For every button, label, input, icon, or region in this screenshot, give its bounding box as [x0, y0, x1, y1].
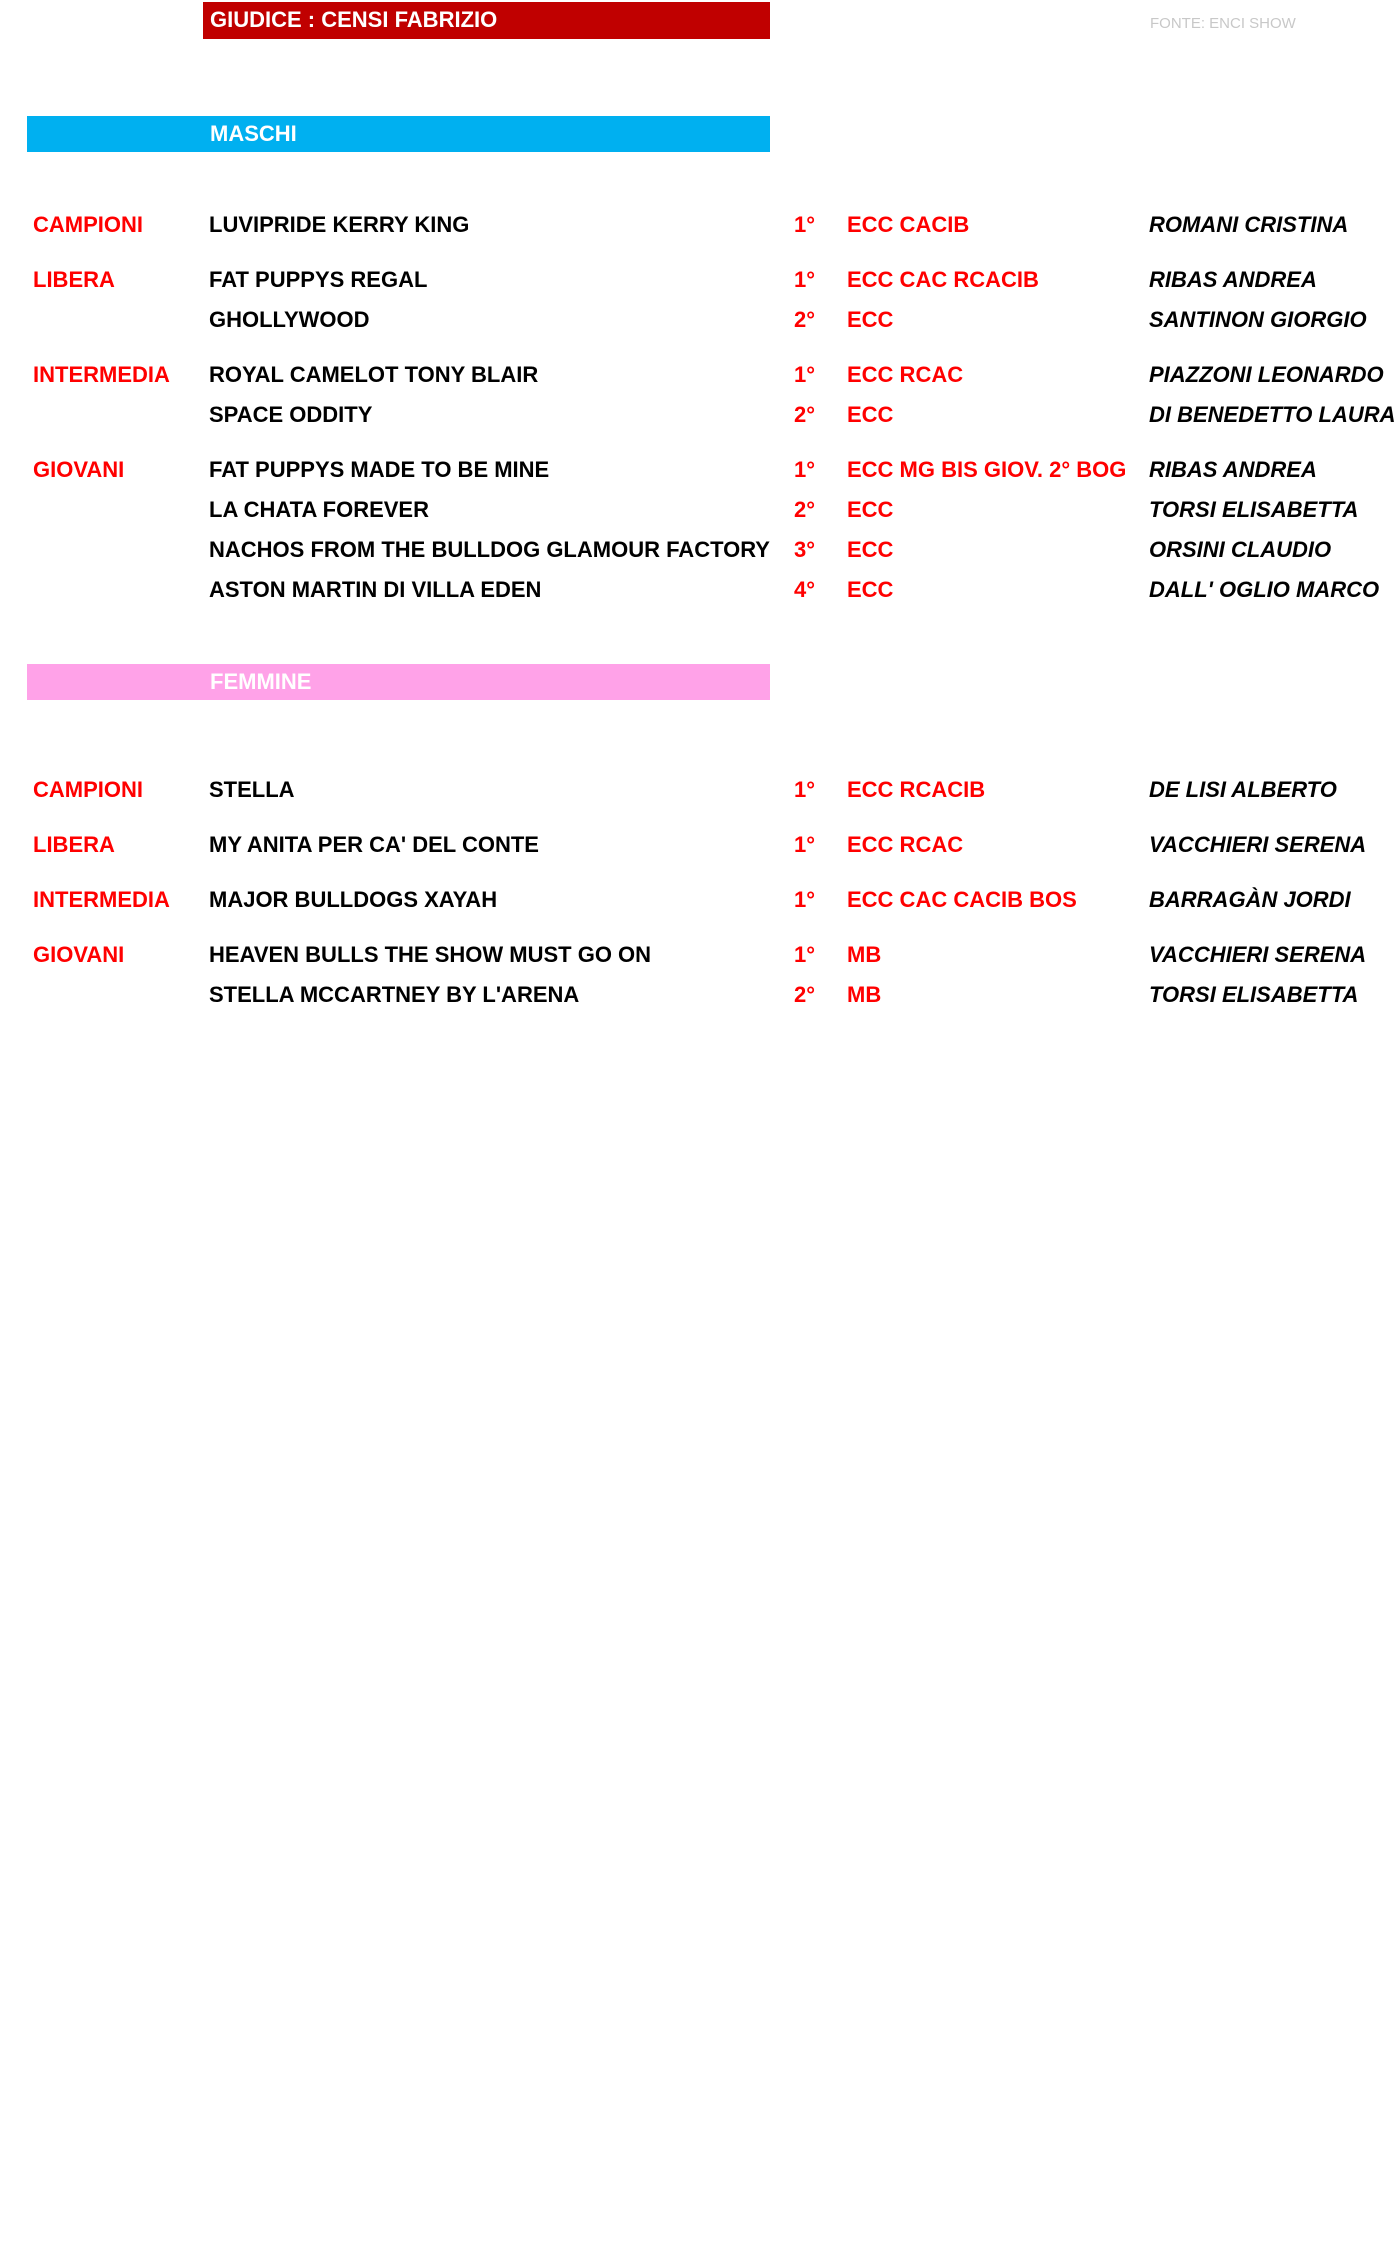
placement: 2°	[794, 307, 816, 332]
owner-name: SANTINON GIORGIO	[1149, 307, 1367, 332]
males-title: MASCHI	[210, 121, 297, 146]
award: ECC	[847, 307, 894, 332]
owner-name: RIBAS ANDREA	[1149, 267, 1317, 292]
award: ECC MG BIS GIOV. 2° BOG	[847, 457, 1127, 482]
owner-name: TORSI ELISABETTA	[1149, 982, 1359, 1007]
class-label: LIBERA	[33, 832, 115, 857]
placement: 1°	[794, 887, 816, 912]
award: MB	[847, 982, 882, 1007]
class-label: GIOVANI	[33, 457, 125, 482]
table-row	[0, 575, 1400, 605]
owner-name: PIAZZONI LEONARDO	[1149, 362, 1384, 387]
dog-name: ASTON MARTIN DI VILLA EDEN	[209, 577, 542, 602]
dog-name: MY ANITA PER CA' DEL CONTE	[209, 832, 539, 857]
dog-name: LUVIPRIDE KERRY KING	[209, 212, 470, 237]
placement: 2°	[794, 982, 816, 1007]
table-row	[0, 360, 1400, 390]
males-section-header	[27, 116, 770, 152]
placement: 2°	[794, 497, 816, 522]
award: ECC	[847, 577, 894, 602]
award: ECC CAC CACIB BOS	[847, 887, 1077, 912]
award: ECC RCAC	[847, 832, 964, 857]
placement: 1°	[794, 362, 816, 387]
owner-name: DALL' OGLIO MARCO	[1149, 577, 1380, 602]
table-row	[0, 495, 1400, 525]
table-row	[0, 265, 1400, 295]
placement: 1°	[794, 777, 816, 802]
table-row	[0, 400, 1400, 430]
owner-name: VACCHIERI SERENA	[1149, 832, 1367, 857]
table-row	[0, 940, 1400, 970]
owner-name: BARRAGÀN JORDI	[1149, 887, 1351, 912]
table-row	[0, 455, 1400, 485]
class-label: INTERMEDIA	[33, 362, 170, 387]
award: ECC CACIB	[847, 212, 970, 237]
females-title: FEMMINE	[210, 669, 312, 694]
placement: 4°	[794, 577, 816, 602]
award: ECC CAC RCACIB	[847, 267, 1039, 292]
award: ECC	[847, 402, 894, 427]
table-row	[0, 535, 1400, 565]
dog-name: LA CHATA FOREVER	[209, 497, 429, 522]
award: ECC	[847, 497, 894, 522]
placement: 1°	[794, 457, 816, 482]
table-row	[0, 775, 1400, 805]
owner-name: VACCHIERI SERENA	[1149, 942, 1367, 967]
dog-name: FAT PUPPYS MADE TO BE MINE	[209, 457, 550, 482]
award: ECC	[847, 537, 894, 562]
table-row	[0, 210, 1400, 240]
dog-name: FAT PUPPYS REGAL	[209, 267, 428, 292]
table-row	[0, 830, 1400, 860]
owner-name: RIBAS ANDREA	[1149, 457, 1317, 482]
award: ECC RCAC	[847, 362, 964, 387]
table-row	[0, 885, 1400, 915]
owner-name: DI BENEDETTO LAURA	[1149, 402, 1396, 427]
dog-name: SPACE ODDITY	[209, 402, 373, 427]
award: MB	[847, 942, 882, 967]
dog-name: HEAVEN BULLS THE SHOW MUST GO ON	[209, 942, 652, 967]
placement: 2°	[794, 402, 816, 427]
placement: 1°	[794, 832, 816, 857]
class-label: CAMPIONI	[33, 777, 143, 802]
judge-label: GIUDICE : CENSI FABRIZIO	[210, 7, 498, 32]
dog-name: STELLA MCCARTNEY BY L'ARENA	[209, 982, 580, 1007]
placement: 1°	[794, 942, 816, 967]
placement: 1°	[794, 212, 816, 237]
class-label: CAMPIONI	[33, 212, 143, 237]
class-label: LIBERA	[33, 267, 115, 292]
award: ECC RCACIB	[847, 777, 986, 802]
owner-name: ORSINI CLAUDIO	[1149, 537, 1332, 562]
table-row	[0, 305, 1400, 335]
dog-name: GHOLLYWOOD	[209, 307, 370, 332]
dog-name: MAJOR BULLDOGS XAYAH	[209, 887, 498, 912]
table-row	[0, 980, 1400, 1010]
owner-name: TORSI ELISABETTA	[1149, 497, 1359, 522]
dog-name: STELLA	[209, 777, 295, 802]
judge-banner	[203, 2, 770, 39]
class-label: INTERMEDIA	[33, 887, 170, 912]
dog-name: NACHOS FROM THE BULLDOG GLAMOUR FACTORY	[209, 537, 770, 562]
owner-name: ROMANI CRISTINA	[1149, 212, 1349, 237]
class-label: GIOVANI	[33, 942, 125, 967]
placement: 3°	[794, 537, 816, 562]
source-label: FONTE: ENCI SHOW	[1150, 15, 1296, 32]
females-section-header	[27, 664, 770, 700]
owner-name: DE LISI ALBERTO	[1149, 777, 1337, 802]
placement: 1°	[794, 267, 816, 292]
dog-name: ROYAL CAMELOT TONY BLAIR	[209, 362, 539, 387]
